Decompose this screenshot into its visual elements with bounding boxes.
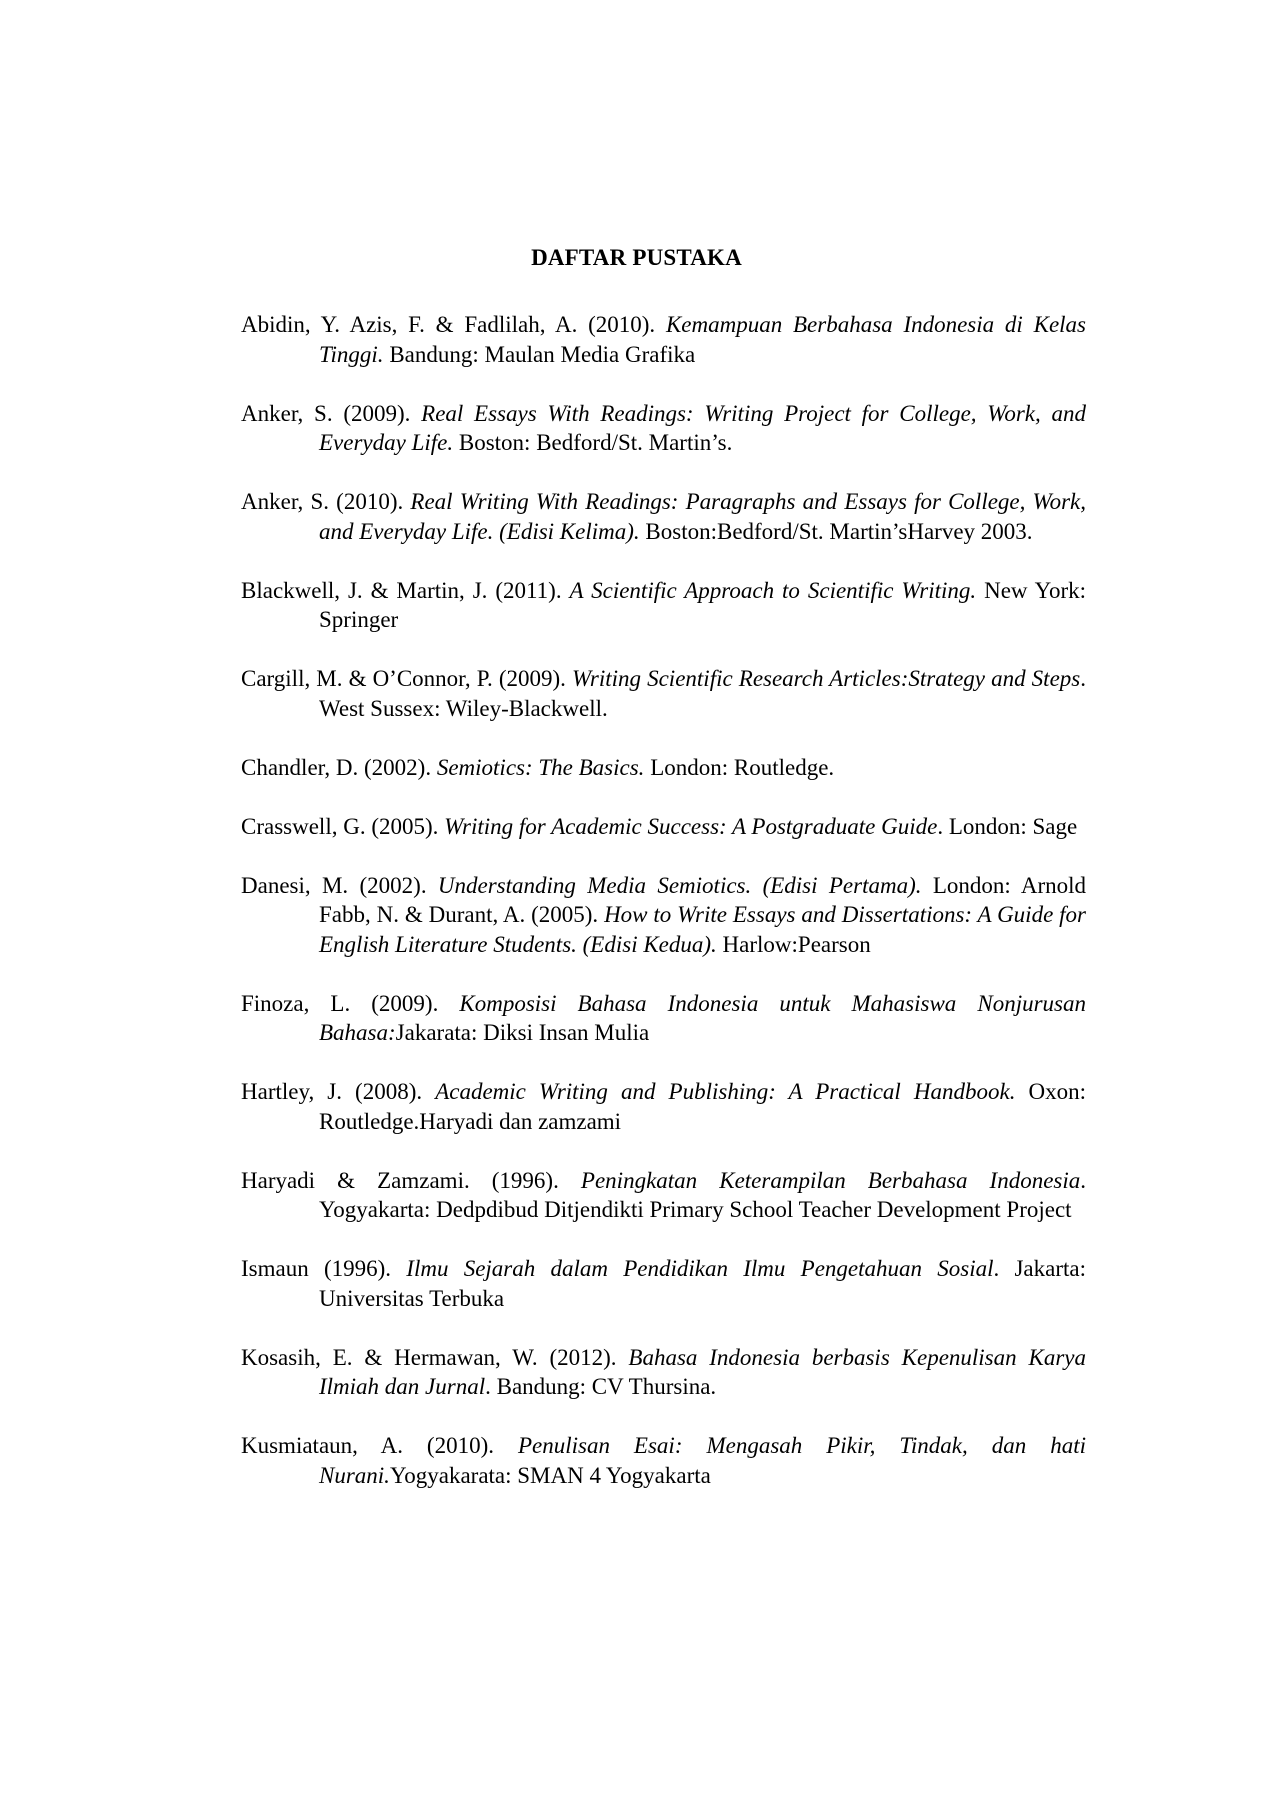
reference-title: Kemampuan Berbahasa Indonesia di Kelas Tinggi. bbox=[319, 312, 1086, 367]
reference-authors: Ismaun (1996). bbox=[241, 1256, 407, 1281]
reference-publisher: . Yogyakarta: Dedpdibud Ditjendikti Primary School Teacher Development Project bbox=[319, 1167, 1086, 1222]
reference-authors: Kosasih, E. & Hermawan, W. (2012). bbox=[241, 1344, 629, 1370]
reference-title-secondary: How to Write Essays and Dissertations: A Guide for English Literature Students. (Edisi Kedua). bbox=[319, 902, 1086, 957]
reference-entry bbox=[241, 576, 1086, 635]
reference-entry bbox=[241, 753, 1086, 783]
reference-publisher: Jakarata: Diksi Insan Mulia bbox=[395, 1020, 650, 1045]
reference-entry bbox=[241, 1166, 1086, 1225]
reference-entry bbox=[241, 664, 1086, 723]
reference-publisher: Boston:Bedford/St. Martin’sHarvey 2003. bbox=[639, 518, 1033, 544]
reference-publisher: London: Arnold Fabb, N. & Durant, A. (2005). bbox=[319, 872, 1086, 927]
reference-publisher: New York: Springer bbox=[319, 577, 1086, 632]
reference-authors: Finoza, L. (2009). bbox=[241, 990, 460, 1016]
reference-publisher: Oxon: Routledge.Haryadi dan zamzami bbox=[319, 1079, 1087, 1134]
reference-list bbox=[241, 310, 1086, 1520]
reference-publisher: London: Routledge. bbox=[644, 754, 835, 780]
reference-title: Ilmu Sejarah dalam Pendidikan Ilmu Pengetahuan Sosial bbox=[406, 1256, 994, 1281]
reference-authors: Anker, S. (2009). bbox=[241, 400, 422, 426]
reference-title: A Scientific Approach to Scientific Writing. bbox=[569, 577, 977, 603]
reference-entry bbox=[241, 310, 1086, 369]
reference-authors: Hartley, J. (2008). bbox=[241, 1079, 436, 1104]
reference-authors: Haryadi & Zamzami. (1996). bbox=[241, 1167, 581, 1193]
reference-entry bbox=[241, 871, 1086, 960]
reference-title: Peningkatan Keterampilan Berbahasa Indonesia bbox=[580, 1167, 1081, 1193]
reference-entry bbox=[241, 989, 1086, 1048]
reference-title: Real Writing With Readings: Paragraphs and Essays for College, Work, and Everyday Life. (Edisi Kelima). bbox=[319, 489, 1086, 544]
reference-entry bbox=[241, 1077, 1086, 1136]
reference-publisher: Bandung: Maulan Media Grafika bbox=[383, 341, 696, 367]
reference-entry bbox=[241, 487, 1086, 546]
reference-publisher: Yogyakarata: SMAN 4 Yogyakarta bbox=[389, 1462, 711, 1488]
reference-entry bbox=[241, 1343, 1086, 1402]
reference-entry bbox=[241, 1431, 1086, 1490]
reference-title: Writing Scientific Research Articles:Strategy and Steps bbox=[572, 666, 1081, 691]
reference-authors: Crasswell, G. (2005). bbox=[241, 813, 445, 839]
reference-title: Penulisan Esai: Mengasah Pikir, Tindak, dan hati Nurani. bbox=[319, 1433, 1086, 1488]
reference-title: Real Essays With Readings: Writing Project for College, Work, and Everyday Life. bbox=[319, 400, 1086, 455]
reference-authors: Danesi, M. (2002). bbox=[241, 872, 438, 898]
reference-entry bbox=[241, 1254, 1086, 1313]
reference-publisher: . London: Sage bbox=[937, 813, 1078, 839]
reference-publisher: . Jakarta: Universitas Terbuka bbox=[319, 1256, 1086, 1311]
reference-entry bbox=[241, 399, 1086, 458]
reference-authors: Cargill, M. & O’Connor, P. (2009). bbox=[241, 666, 572, 691]
reference-publisher: . Bandung: CV Thursina. bbox=[485, 1374, 717, 1399]
reference-title: Writing for Academic Success: A Postgraduate Guide bbox=[444, 813, 938, 839]
reference-authors: Chandler, D. (2002). bbox=[241, 754, 437, 780]
reference-entry bbox=[241, 812, 1086, 842]
reference-publisher: . West Sussex: Wiley-Blackwell. bbox=[319, 666, 1086, 721]
reference-title: Understanding Media Semiotics. (Edisi Pertama). bbox=[437, 872, 922, 898]
reference-authors: Abidin, Y. Azis, F. & Fadlilah, A. (2010). bbox=[241, 312, 666, 337]
reference-title: Academic Writing and Publishing: A Practical Handbook. bbox=[435, 1079, 1016, 1104]
reference-title: Komposisi Bahasa Indonesia untuk Mahasiswa Nonjurusan Bahasa: bbox=[319, 990, 1086, 1045]
reference-authors: Blackwell, J. & Martin, J. (2011). bbox=[241, 577, 570, 603]
reference-publisher-secondary: Harlow:Pearson bbox=[716, 931, 871, 957]
page-title: DAFTAR PUSTAKA bbox=[531, 245, 742, 270]
reference-title: Bahasa Indonesia berbasis Kepenulisan Karya Ilmiah dan Jurnal bbox=[319, 1344, 1086, 1399]
reference-title: Semiotics: The Basics. bbox=[436, 754, 645, 780]
reference-authors: Anker, S. (2010). bbox=[241, 489, 411, 514]
reference-publisher: Boston: Bedford/St. Martin’s. bbox=[453, 430, 733, 455]
reference-authors: Kusmiataun, A. (2010). bbox=[241, 1433, 518, 1458]
